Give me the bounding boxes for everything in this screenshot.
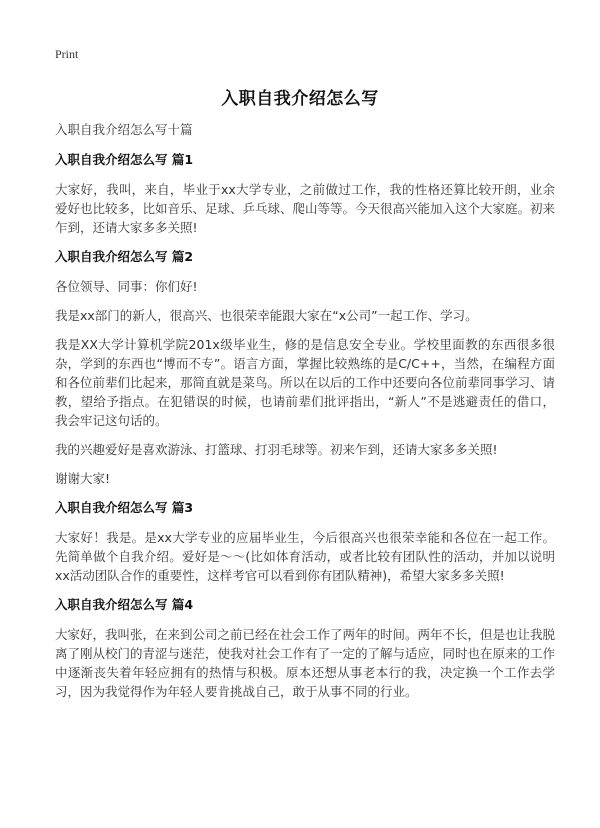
section-2-paragraph-intro: 我是xx部门的新人，很高兴、也很荣幸能跟大家在“x公司”一起工作、学习。 [55, 308, 478, 323]
section-heading-2: 入职自我介绍怎么写 篇2 [55, 249, 194, 264]
document-body [55, 120, 555, 711]
document-subtitle: 入职自我介绍怎么写十篇 [55, 122, 193, 137]
section-2-paragraph-greeting: 各位领导、同事：你们好! [55, 279, 198, 294]
section-3-paragraph: 大家好！我是。是xx大学专业的应届毕业生，今后很高兴也很荣幸能和各位在一起工作。先简单做个自我介绍。爱好是～～(比如体育活动，或者比较有团队性的活动，并加以说明xx活动团队合作的重要性，这样考官可以看到你有团队精神)，希望大家多多关照! [55, 530, 555, 583]
section-heading-1: 入职自我介绍怎么写 篇1 [55, 152, 194, 167]
section-heading-3: 入职自我介绍怎么写 篇3 [55, 500, 194, 515]
section-heading-4: 入职自我介绍怎么写 篇4 [55, 597, 194, 612]
section-2-paragraph-education: 我是XX大学计算机学院201x级毕业生，修的是信息安全专业。学校里面教的东西很多很杂，学到的东西也“博而不专”。语言方面，掌握比较熟练的是C/C++，当然，在编程方面和各位前辈们比起来，那简直就是菜鸟。所以在以后的工作中还要向各位前辈同事学习、请教，望给予指点。在犯错误的时候，也请前辈们批评指出，“新人”不是逃避责任的借口，我会牢记这句话的。 [55, 337, 556, 428]
print-label[interactable]: Print [55, 47, 79, 61]
section-4-paragraph: 大家好，我叫张，在来到公司之前已经在社会工作了两年的时间。两年不长，但是也让我脱离了刚从校门的青涩与迷茫，使我对社会工作有了一定的了解与适应，同时也在原来的工作中逐渐丧失着年轻应拥有的热情与积极。原本还想从事老本行的我，决定换一个工作去学习，因为我觉得作为年轻人要肯挑战自己，敢于从事不同的行业。 [55, 627, 556, 699]
section-1-paragraph: 大家好，我叫，来自，毕业于xx大学专业，之前做过工作，我的性格还算比较开朗，业余爱好也比较多，比如音乐、足球、乒乓球、爬山等等。今天很高兴能加入这个大家庭。初来乍到，还请大家多多关照! [55, 182, 556, 235]
section-2-paragraph-hobbies: 我的兴趣爱好是喜欢游泳、打篮球、打羽毛球等。初来乍到，还请大家多多关照! [55, 442, 498, 457]
document-title: 入职自我介绍怎么写 [221, 89, 379, 109]
section-2-paragraph-thanks: 谢谢大家! [55, 471, 111, 486]
